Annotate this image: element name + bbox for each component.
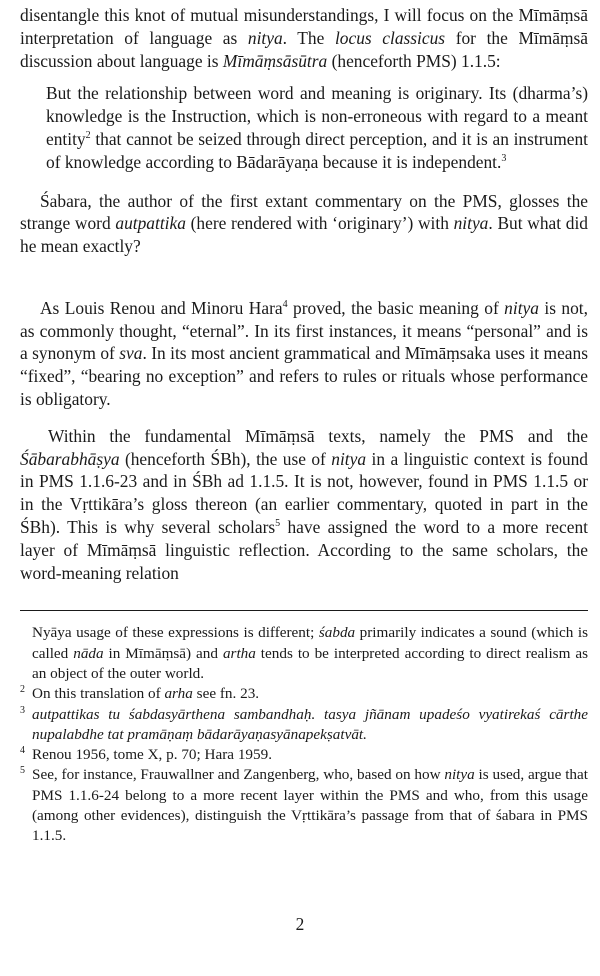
text-run: (here rendered with ‘originary’) with [185, 213, 454, 234]
text-run: is not, as commonly thought, “eternal”. In its first instances, it means “personal” and is a synonym of [20, 297, 588, 364]
text-run: See, for instance, Frauwallner and Zangenberg, who, based on how [32, 766, 445, 784]
text-run: for the Mīmāṃsā discussion about language is [20, 27, 588, 71]
term-nitya: nitya [444, 766, 475, 784]
text-run: Within the fundamental Mīmāṃsā texts, namely the PMS and the [48, 425, 588, 446]
text-run: primarily indicates a sound (which is called [32, 624, 589, 662]
term-sabda: śabda [318, 624, 356, 642]
text-run: in a linguistic context is found in PMS 1.1.6-23 and in ŚBh ad 1.1.5. It is not, however, found in PMS 1.1.5 or in the Vṛttikāra’s gloss thereon (an earlier commentary, quoted in part in the ŚBh). This is why several scholars [20, 448, 588, 537]
title-sabarabhasya: Śābarabhāṣya [20, 448, 120, 469]
footnotes [20, 623, 588, 846]
text-run: But the relationship between word and meaning is originary. Its (dharma’s) knowledge is the Instruction, which is non-erroneous with regard to a meant entity [46, 83, 588, 149]
section-heading [20, 266, 588, 289]
footnote-ref-2: 2 [85, 129, 91, 141]
text-run: tends to be interpreted according to direct realism as an object of the outer world. [32, 644, 588, 682]
footnote-ref-3: 3 [501, 152, 507, 164]
term-arha: arha [164, 685, 193, 703]
footnote-ref-5: 5 [275, 517, 281, 529]
paragraph-mimamsa-texts [20, 425, 588, 585]
text-run: (henceforth ŚBh), the use of [119, 448, 332, 469]
text-run: . In its most ancient grammatical and Mīmāṃsaka uses it means “fixed”, “bearing no exception” and refers to rules or rituals whose performance is obligatory. [20, 343, 588, 409]
text-run: . But what did he mean exactly? [20, 213, 588, 257]
text-run: On this translation of [32, 685, 165, 703]
text-run: in Mīmāṃsā) and [103, 644, 223, 662]
footnote-number: 5 [20, 765, 25, 777]
footnote-3 [20, 705, 588, 746]
text-run: that cannot be seized through direct perception, and it is an instrument of knowledge according to Bādarāyaṇa because it is independent. [46, 128, 588, 172]
footnote-continuation [32, 623, 588, 684]
footnote-5 [20, 765, 588, 846]
text-run: Śabara, the author of the first extant commentary on the PMS, glosses the strange word [20, 190, 588, 234]
term-nada: nāda [73, 644, 104, 662]
footnote-2 [20, 684, 588, 704]
text-run: see fn. 23. [192, 685, 260, 703]
footnote-ref-4: 4 [282, 298, 288, 310]
term-locus-classicus: locus classicus [334, 27, 446, 48]
text-run: have assigned the word to a more recent layer of Mīmāṃsā linguistic reflection. According to the same scholars, the word-meaning relation [20, 516, 588, 583]
block-quote [46, 82, 588, 173]
paragraph-intro [20, 4, 588, 72]
text-run: disentangle this knot of mutual misunderstandings, I will focus on the Mīmāṃsā interpretation of language as [20, 5, 588, 48]
title-mimamsasutra: Mīmāṃsāsūtra [222, 50, 328, 71]
text-run: (henceforth PMS) 1.1.5: [327, 50, 501, 71]
text-run: Nyāya usage of these expressions is different; [32, 624, 319, 642]
text-run: . The [282, 27, 335, 48]
page-number: 2 [295, 914, 305, 934]
term-nitya: nitya [247, 27, 283, 48]
footnote-4 [20, 745, 588, 765]
term-nitya: nitya [331, 448, 367, 469]
paragraph-sabara [20, 190, 588, 258]
term-autpattika: autpattika [115, 213, 186, 234]
footnote-number: 4 [20, 745, 25, 757]
text-run: is used, argue that PMS 1.1.6-24 belong to a more recent layer within the PMS and who, from this usage (among other evidences), distinguish the Vṛttikāra’s passage from that of śabara in PMS 1.1.5. [32, 766, 588, 845]
footnote-number: 2 [20, 684, 25, 696]
footnote-separator [20, 610, 588, 611]
paragraph-renou-hara [20, 297, 588, 411]
footnote-number: 3 [20, 704, 25, 716]
text-run: proved, the basic meaning of [287, 297, 505, 318]
term-artha: artha [222, 644, 256, 662]
page-body [20, 0, 588, 847]
term-nitya: nitya [453, 213, 489, 234]
term-sva: sva [119, 343, 143, 364]
text-run: Renou 1956, tome X, p. 70; Hara 1959. [32, 746, 273, 764]
text-run: As Louis Renou and Minoru Hara [40, 297, 283, 318]
term-nitya: nitya [504, 297, 539, 318]
sanskrit-sutra-text: autpattikas tu śabdasyārthena sambandhaḥ. tasya jñānam upadeśo vyatirekaś cārthe nupalabdhe tat pramāṇaṃ bādarāyaṇasyānapekṣatvāt. [32, 705, 588, 743]
